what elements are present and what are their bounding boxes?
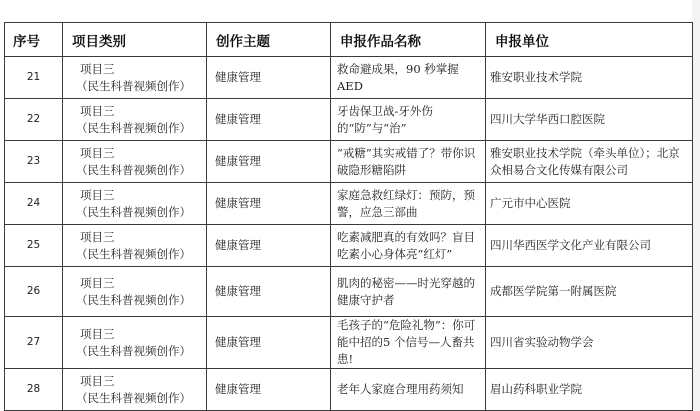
row-category (63, 57, 207, 99)
table-row (5, 225, 693, 267)
header-category: 项目类别 (63, 23, 207, 57)
header-row (5, 23, 693, 57)
submission-table (4, 22, 693, 411)
row-unit: 广元市中心医院 (486, 183, 693, 225)
row-title: 毛孩子的“危险礼物”：你可能中招的5 个信号—人畜共患! (331, 317, 486, 369)
header-theme: 创作主题 (207, 23, 331, 57)
row-theme: 健康管理 (207, 267, 331, 317)
row-title: 肌肉的秘密——时光穿越的健康守护者 (331, 267, 486, 317)
header-unit: 申报单位 (486, 23, 693, 57)
row-num: 23 (5, 141, 63, 183)
header-num: 序号 (5, 23, 63, 57)
row-unit: 四川华西医学文化产业有限公司 (486, 225, 693, 267)
row-theme: 健康管理 (207, 183, 331, 225)
category-line1: 项目三 (80, 229, 115, 244)
category-line2: （民生科普视频创作） (76, 162, 191, 177)
row-title: 老年人家庭合理用药须知 (331, 369, 486, 411)
row-theme: 健康管理 (207, 99, 331, 141)
category-line1: 项目三 (80, 61, 115, 76)
table-body (5, 57, 693, 411)
row-theme: 健康管理 (207, 141, 331, 183)
row-title: 吃素减肥真的有效吗？盲目吃素小心身体亮“红灯” (331, 225, 486, 267)
row-num: 27 (5, 317, 63, 369)
category-line1: 项目三 (80, 103, 115, 118)
row-theme: 健康管理 (207, 317, 331, 369)
table-header (5, 23, 693, 57)
page-edge (692, 0, 700, 411)
table-row (5, 57, 693, 99)
row-category (63, 183, 207, 225)
row-category (63, 225, 207, 267)
row-title: 家庭急救红绿灯：预防，预警，应急三部曲 (331, 183, 486, 225)
category-line2: （民生科普视频创作） (76, 204, 191, 219)
category-line2: （民生科普视频创作） (76, 292, 191, 307)
header-title: 申报作品名称 (331, 23, 486, 57)
row-num: 22 (5, 99, 63, 141)
table-row (5, 369, 693, 411)
row-num: 24 (5, 183, 63, 225)
category-line1: 项目三 (80, 145, 115, 160)
row-unit: 四川大学华西口腔医院 (486, 99, 693, 141)
row-theme: 健康管理 (207, 57, 331, 99)
row-num: 26 (5, 267, 63, 317)
row-theme: 健康管理 (207, 369, 331, 411)
category-line2: （民生科普视频创作） (76, 120, 191, 135)
row-theme: 健康管理 (207, 225, 331, 267)
category-line1: 项目三 (80, 326, 115, 341)
category-line2: （民生科普视频创作） (76, 246, 191, 261)
row-unit: 成都医学院第一附属医院 (486, 267, 693, 317)
row-num: 28 (5, 369, 63, 411)
category-line2: （民生科普视频创作） (76, 390, 191, 405)
table-container (4, 22, 692, 411)
row-unit: 四川省实验动物学会 (486, 317, 693, 369)
row-num: 25 (5, 225, 63, 267)
category-line1: 项目三 (80, 373, 115, 388)
row-category (63, 267, 207, 317)
row-unit: 雅安职业技术学院（牵头单位）；北京众相易合文化传媒有限公司 (486, 141, 693, 183)
table-row (5, 141, 693, 183)
row-num: 21 (5, 57, 63, 99)
row-category (63, 369, 207, 411)
table-row (5, 267, 693, 317)
category-line1: 项目三 (80, 275, 115, 290)
row-title: 牙齿保卫战-牙外伤的“防”与“治” (331, 99, 486, 141)
category-line2: （民生科普视频创作） (76, 343, 191, 358)
category-line1: 项目三 (80, 187, 115, 202)
row-unit: 雅安职业技术学院 (486, 57, 693, 99)
table-row (5, 99, 693, 141)
row-unit: 眉山药科职业学院 (486, 369, 693, 411)
table-row (5, 183, 693, 225)
category-line2: （民生科普视频创作） (76, 78, 191, 93)
row-category (63, 317, 207, 369)
row-title: 救命避成果，90 秒掌握AED (331, 57, 486, 99)
table-row (5, 317, 693, 369)
row-category (63, 99, 207, 141)
row-title: “戒糖”其实戒错了？带你识破隐形糖陷阱 (331, 141, 486, 183)
row-category (63, 141, 207, 183)
